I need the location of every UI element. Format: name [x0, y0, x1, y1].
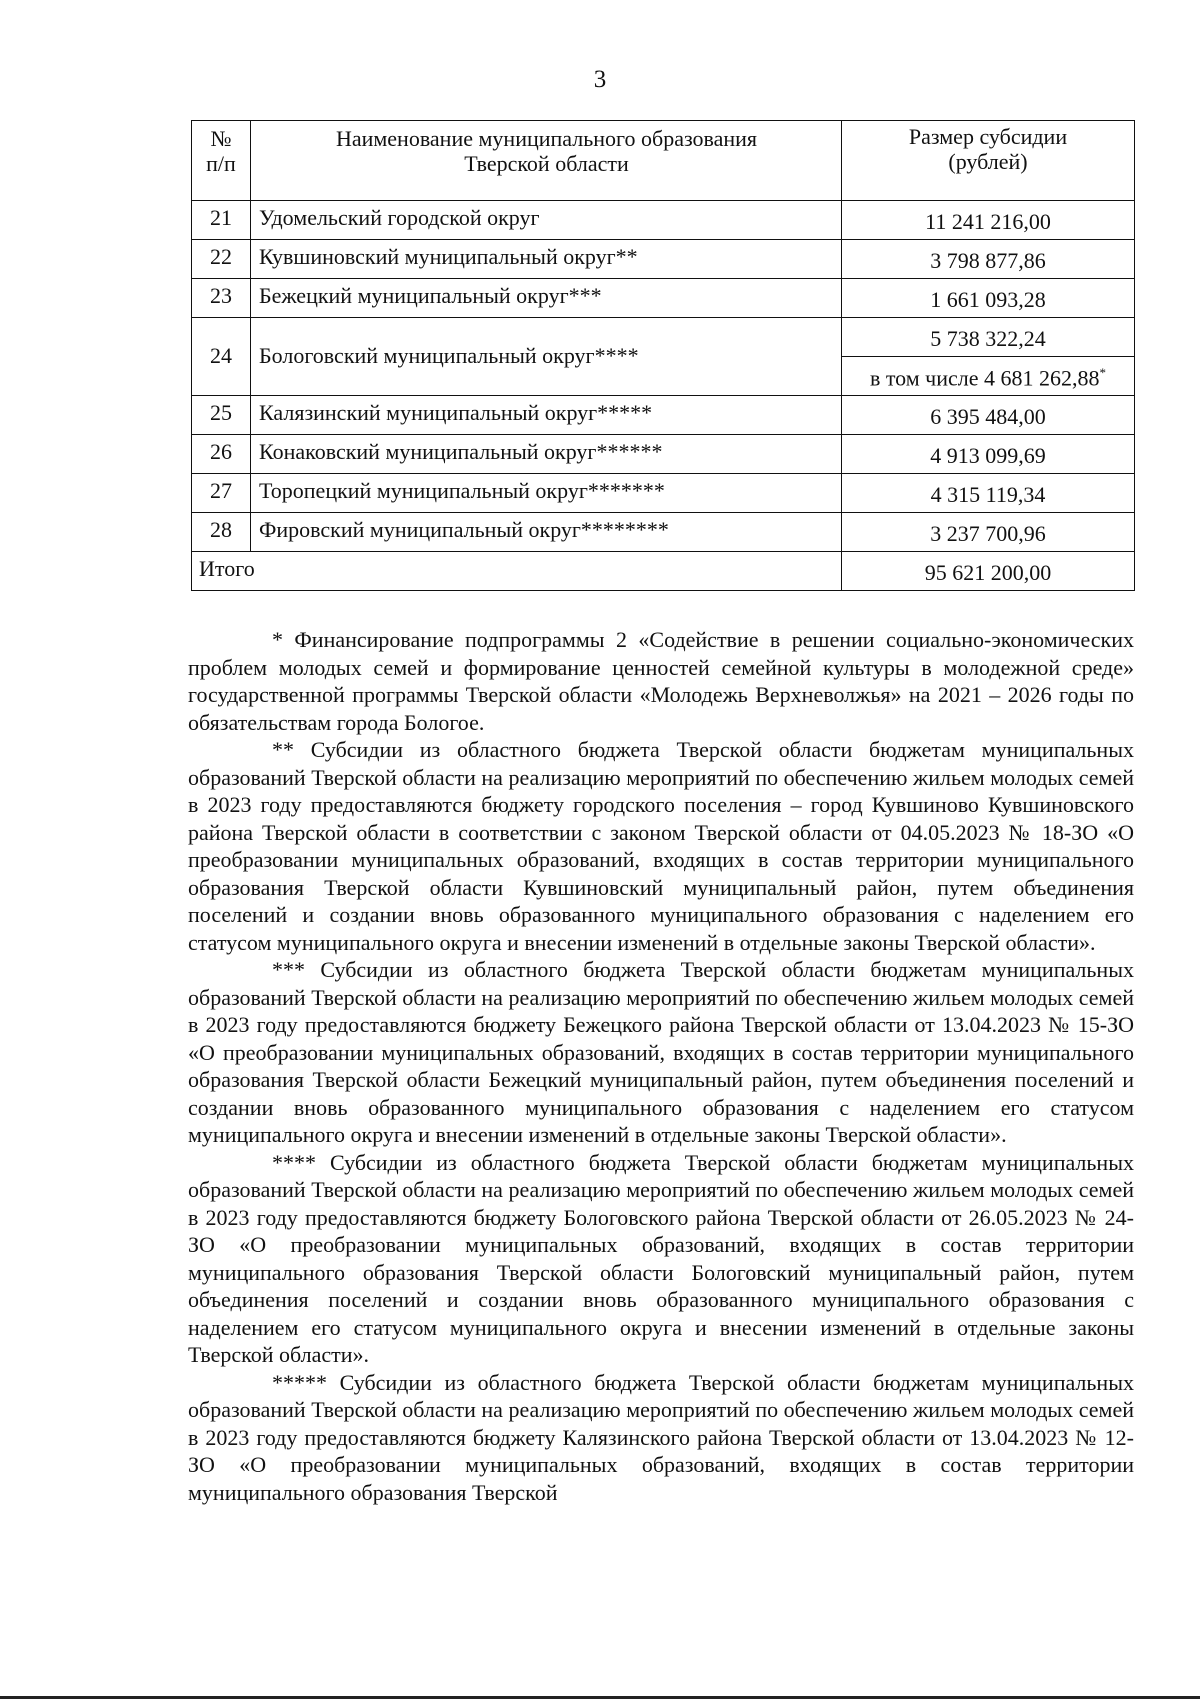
header-num: № п/п: [192, 121, 251, 201]
table-row: [192, 201, 1135, 240]
header-amount: Размер субсидии (рублей): [842, 121, 1135, 201]
row-num: 23: [192, 279, 251, 318]
table-row: [192, 435, 1135, 474]
table-row: [192, 279, 1135, 318]
page-number: 3: [593, 66, 607, 93]
total-amount: 95 621 200,00: [842, 552, 1135, 591]
footnote-2: ** Субсидии из областного бюджета Тверской области бюджетам муниципальных образований Тверской области на реализацию мероприятий по обеспечению жильем молодых семей в 2023 году предоставляются бюджету городского поселения – город Кувшиново Кувшиновского района Тверской области в соответствии с законом Тверской области от 04.05.2023 № 18-ЗО «О преобразовании муниципальных образований, входящих в состав территории муниципального образования Тверской области Кувшиновский муниципальный район, путем объединения поселений и создании вновь образованного муниципального образования с наделением его статусом муниципального округа и внесении изменений в отдельные законы Тверской области».: [188, 737, 1134, 955]
footnotes: [188, 626, 1134, 1506]
row-name: Конаковский муниципальный округ******: [251, 435, 842, 474]
table-row: [192, 513, 1135, 552]
page-bottom-edge: [0, 1696, 1200, 1699]
row-amount: 3 237 700,96: [842, 513, 1135, 552]
row-amount: 4 913 099,69: [842, 435, 1135, 474]
row-name: Бежецкий муниципальный округ***: [251, 279, 842, 318]
row-num: 28: [192, 513, 251, 552]
footnote-4: **** Субсидии из областного бюджета Тверской области бюджетам муниципальных образований Тверской области на реализацию мероприятий по обеспечению жильем молодых семей в 2023 году предоставляются бюджету Бологовского района Тверской области от 26.05.2023 № 24-ЗО «О преобразовании муниципальных образований, входящих в состав территории муниципального образования Тверской области Бологовский муниципальный район, путем объединения поселений и создании вновь образованного муниципального образования с наделением его статусом муниципального округа и внесении изменений в отдельные законы Тверской области».: [188, 1149, 1134, 1367]
header-name: Наименование муниципального образования Тверской области: [251, 121, 842, 201]
row-name: Бологовский муниципальный округ****: [251, 318, 842, 396]
row-name: Фировский муниципальный округ********: [251, 513, 842, 552]
table-total-row: [192, 552, 1135, 591]
footnote-5: ***** Субсидии из областного бюджета Тверской области бюджетам муниципальных образований Тверской области на реализацию мероприятий по обеспечению жильем молодых семей в 2023 году предоставляются бюджету Калязинского района Тверской области от 13.04.2023 № 12-ЗО «О преобразовании муниципальных образований, входящих в состав территории муниципального образования Тверской: [188, 1369, 1134, 1505]
row-name: Калязинский муниципальный округ*****: [251, 396, 842, 435]
total-label: Итого: [192, 552, 842, 591]
table-row: [192, 474, 1135, 513]
row-name: Кувшиновский муниципальный округ**: [251, 240, 842, 279]
footnote-1: * Финансирование подпрограммы 2 «Содействие в решении социально-экономических проблем молодых семей и формирование ценностей семейной культуры в молодежной среде» государственной программы Тверской области «Молодежь Верхневолжья» на 2021 – 2026 годы по обязательствам города Бологое.: [188, 627, 1134, 735]
row-amount-sub-text: в том числе 4 681 262,88: [869, 365, 1100, 391]
subsidy-table: [191, 120, 1135, 591]
row-num: 22: [192, 240, 251, 279]
row-num: 21: [192, 201, 251, 240]
table-row: [192, 396, 1135, 435]
row-amount: 4 315 119,34: [842, 474, 1135, 513]
row-num: 24: [192, 318, 251, 396]
table-row: [192, 318, 1135, 357]
row-amount: 6 395 484,00: [842, 396, 1135, 435]
row-num: 25: [192, 396, 251, 435]
row-name: Удомельский городской округ: [251, 201, 842, 240]
row-num: 26: [192, 435, 251, 474]
row-name: Торопецкий муниципальный округ*******: [251, 474, 842, 513]
table-header-row: [192, 121, 1135, 201]
row-amount: 3 798 877,86: [842, 240, 1135, 279]
row-amount: 5 738 322,24: [842, 318, 1135, 357]
footnote-mark: *: [1099, 365, 1107, 381]
row-amount-sub: [842, 357, 1135, 396]
footnote-3: *** Субсидии из областного бюджета Тверской области бюджетам муниципальных образований Тверской области на реализацию мероприятий по обеспечению жильем молодых семей в 2023 году предоставляются бюджету Бежецкого района Тверской области от 13.04.2023 № 15-ЗО «О преобразовании муниципальных образований, входящих в состав территории муниципального образования Тверской области Бежецкий муниципальный район, путем объединения поселений и создании вновь образованного муниципального образования с наделением его статусом муниципального округа и внесении изменений в отдельные законы Тверской области».: [188, 957, 1134, 1147]
row-amount: 11 241 216,00: [842, 201, 1135, 240]
row-amount: 1 661 093,28: [842, 279, 1135, 318]
table-row: [192, 240, 1135, 279]
row-num: 27: [192, 474, 251, 513]
